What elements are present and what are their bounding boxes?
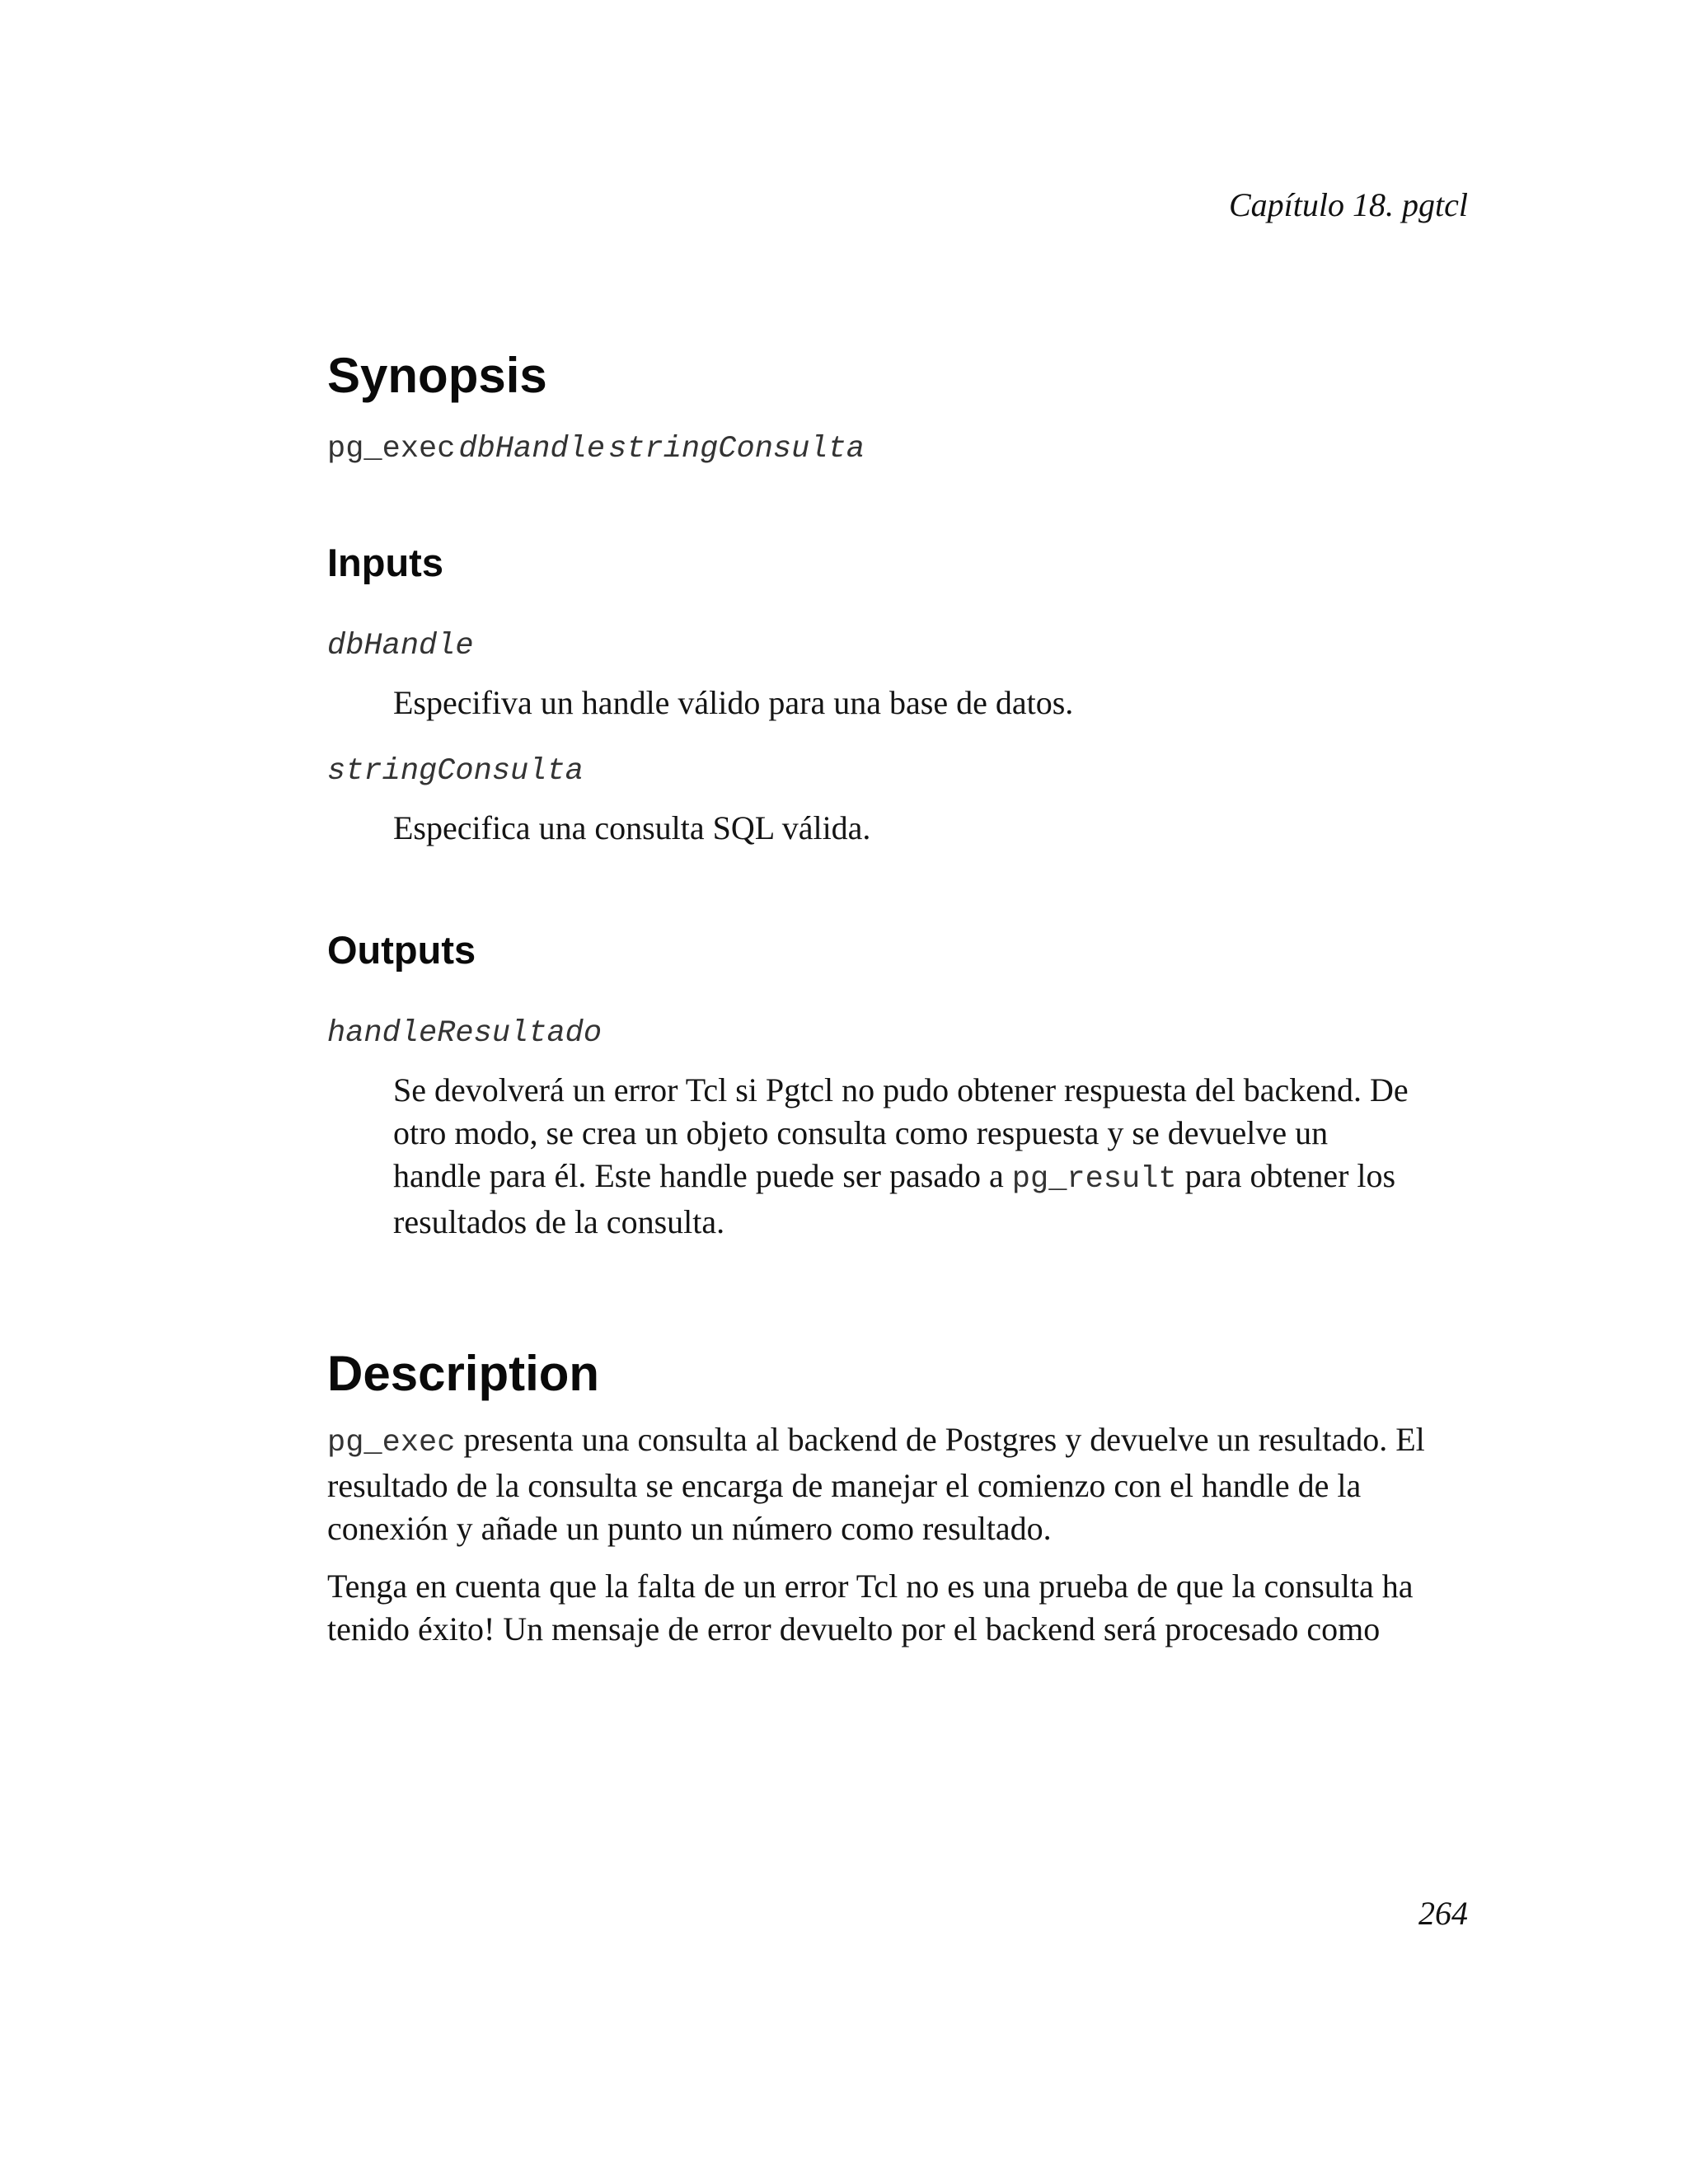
synopsis-heading: Synopsis <box>327 348 547 403</box>
description-code-pg-exec: pg_exec <box>327 1426 456 1460</box>
input-term-dbhandle: dbHandle <box>327 629 474 663</box>
description-paragraph-1-text: presenta una consulta al backend de Postgres y devuelve un resultado. El resultado de la consulta se encarga de manejar el comienzo con el handle de la conexión y añade un punto un número como resultado. <box>327 1421 1425 1547</box>
input-desc-stringconsulta: Especifica una consulta SQL válida. <box>393 809 871 846</box>
input-term-stringconsulta: stringConsulta <box>327 754 584 789</box>
output-desc-code-pg-result: pg_result <box>1011 1162 1177 1197</box>
description-heading: Description <box>327 1346 600 1401</box>
synopsis-signature <box>327 430 1481 472</box>
input-desc-dbhandle: Especifiva un handle válido para una base de datos. <box>393 684 1074 721</box>
output-desc-handleresultado <box>393 1069 1423 1244</box>
description-paragraph-1 <box>327 1418 1440 1550</box>
description-paragraph-2: Tenga en cuenta que la falta de un error Tcl no es una prueba de que la consulta ha tenido éxito! Un mensaje de error devuelto por el backend será procesado como <box>327 1568 1414 1647</box>
synopsis-command: pg_exec <box>327 432 456 466</box>
output-desc-text-before: Se devolverá un error Tcl si Pgtcl no pudo obtener respuesta del backend. De otro modo, se crea un objeto consulta como respuesta y se devuelve un handle para él. Este handle puede ser pasado a <box>393 1071 1409 1194</box>
inputs-heading: Inputs <box>327 541 443 584</box>
synopsis-arg-stringconsulta: stringConsulta <box>608 432 865 466</box>
output-desc-text-after: para obtener los resultados de la consulta. <box>393 1157 1396 1240</box>
page-number: 264 <box>1418 1895 1468 1932</box>
page-content <box>327 346 1481 1651</box>
synopsis-arg-dbhandle: dbHandle <box>458 432 606 466</box>
running-header: Capítulo 18. pgtcl <box>1229 186 1468 223</box>
output-term-handleresultado: handleResultado <box>327 1016 603 1051</box>
outputs-heading: Outputs <box>327 928 476 972</box>
